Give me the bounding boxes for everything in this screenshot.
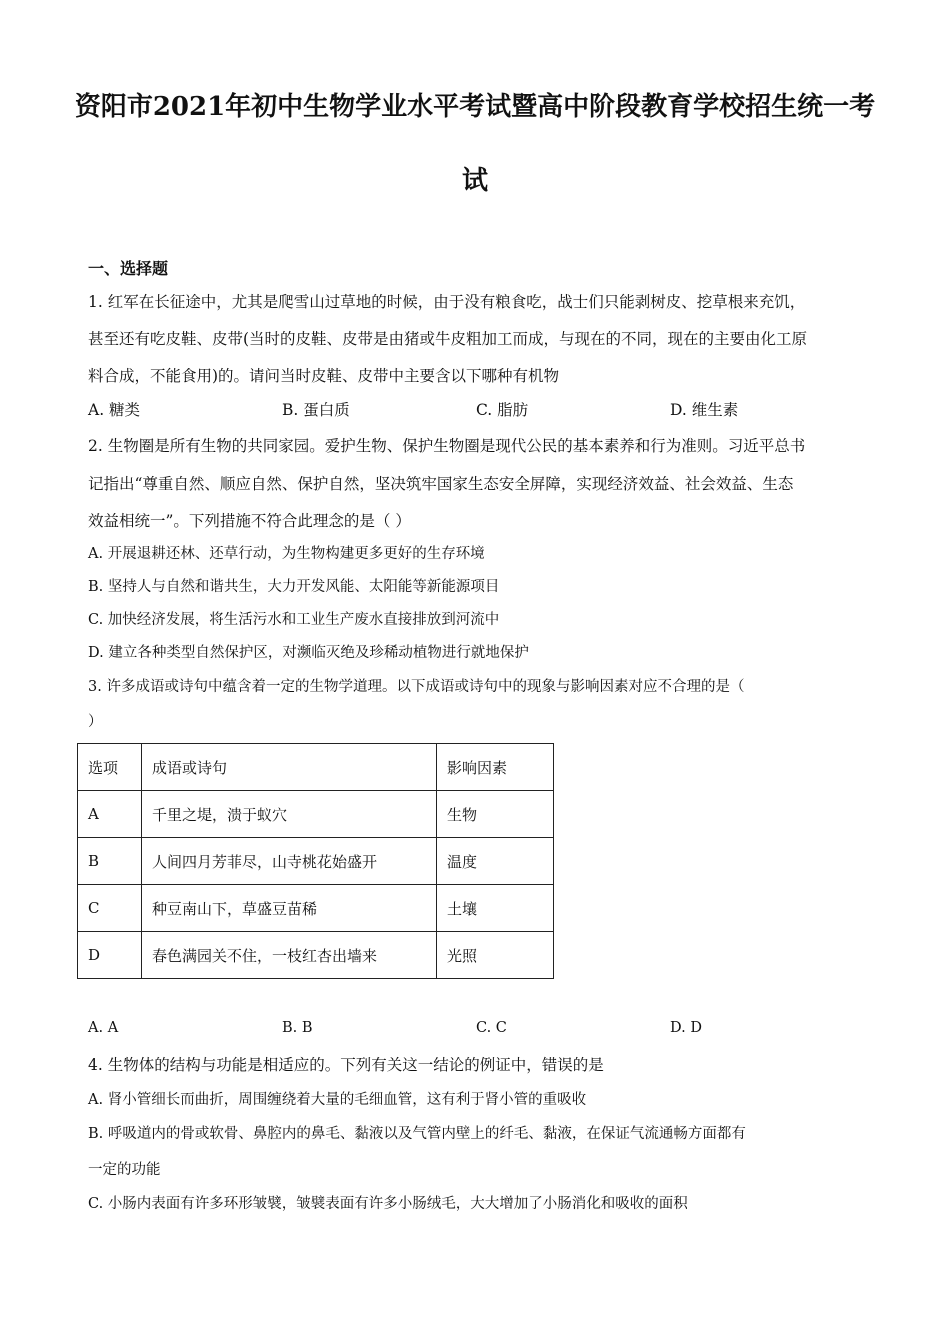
table-header-cell: 选项 [78, 744, 142, 791]
table-cell: 光照 [437, 932, 554, 979]
q2-text-line-3: 效益相统一”。下列措施不符合此理念的是（ ） [88, 512, 411, 530]
q2-text-line-1: 2. 生物圈是所有生物的共同家园。爱护生物、保护生物圈是现代公民的基本素养和行为准则。习近平总书 [88, 437, 806, 455]
q2-option-c: C. 加快经济发展，将生活污水和工业生产废水直接排放到河流中 [88, 612, 500, 628]
q3-option-d: D. D [670, 1020, 702, 1036]
table-header-cell: 影响因素 [437, 744, 554, 791]
q1-option-c: C. 脂肪 [476, 401, 529, 419]
q4-option-c: C. 小肠内表面有许多环形皱襞，皱襞表面有许多小肠绒毛，大大增加了小肠消化和吸收的面积 [88, 1196, 688, 1212]
q1-option-b: B. 蛋白质 [282, 401, 350, 419]
q2-option-b: B. 坚持人与自然和谐共生，大力开发风能、太阳能等新能源项目 [88, 579, 500, 595]
q4-text-line-1: 4. 生物体的结构与功能是相适应的。下列有关这一结论的例证中，错误的是 [88, 1056, 604, 1074]
q1-text-line-1: 1. 红军在长征途中，尤其是爬雪山过草地的时候，由于没有粮食吃，战士们只能剥树皮、挖草根来充饥， [88, 293, 806, 311]
table-row [78, 932, 554, 979]
q3-option-c: C. C [476, 1020, 507, 1036]
exam-title-line1: 资阳市2021年初中生物学业水平考试暨高中阶段教育学校招生统一考 [74, 92, 876, 122]
q3-text-line-1: 3. 许多成语或诗句中蕴含着一定的生物学道理。以下成语或诗句中的现象与影响因素对应不合理的是（ [88, 679, 745, 695]
q1-text-line-2: 甚至还有吃皮鞋、皮带(当时的皮鞋、皮带是由猪或牛皮粗加工而成，与现在的不同，现在的主要由化工原 [88, 330, 808, 348]
q2-text-line-2: 记指出“尊重自然、顺应自然、保护自然，坚决筑牢国家生态安全屏障，实现经济效益、社会效益、生态 [88, 475, 794, 493]
table-cell: C [78, 885, 142, 932]
exam-title-line2: 试 [461, 166, 488, 196]
table-row [78, 885, 554, 932]
table-cell: D [78, 932, 142, 979]
q1-text-line-3: 料合成，不能食用)的。请问当时皮鞋、皮带中主要含以下哪种有机物 [88, 367, 560, 385]
table-cell: 千里之堤，溃于蚁穴 [142, 791, 437, 838]
table-row [78, 838, 554, 885]
table-header-cell: 成语或诗句 [142, 744, 437, 791]
table-cell: A [78, 791, 142, 838]
table-cell: 生物 [437, 791, 554, 838]
table-cell: 温度 [437, 838, 554, 885]
table-cell: B [78, 838, 142, 885]
table-header-row [78, 744, 554, 791]
table-cell: 人间四月芳菲尽，山寺桃花始盛开 [142, 838, 437, 885]
q2-option-d: D. 建立各种类型自然保护区，对濒临灭绝及珍稀动植物进行就地保护 [88, 645, 529, 661]
q4-option-a: A. 肾小管细长而曲折，周围缠绕着大量的毛细血管，这有利于肾小管的重吸收 [88, 1092, 587, 1108]
table-cell: 土壤 [437, 885, 554, 932]
q3-option-a: A. A [88, 1020, 119, 1036]
q3-text-line-2: ） [88, 714, 103, 730]
q1-option-a: A. 糖类 [88, 401, 141, 419]
q4-option-b-continued: 一定的功能 [88, 1162, 161, 1178]
table-row [78, 791, 554, 838]
table-cell: 春色满园关不住，一枝红杏出墙来 [142, 932, 437, 979]
q3-option-b: B. B [282, 1020, 313, 1036]
section-heading-choice: 一、选择题 [88, 259, 169, 278]
table-cell: 种豆南山下，草盛豆苗稀 [142, 885, 437, 932]
q4-option-b: B. 呼吸道内的骨或软骨、鼻腔内的鼻毛、黏液以及气管内壁上的纤毛、黏液，在保证气流通畅方面都有 [88, 1126, 746, 1142]
q1-option-d: D. 维生素 [670, 401, 739, 419]
q3-table [77, 743, 554, 979]
q2-option-a: A. 开展退耕还林、还草行动，为生物构建更多更好的生存环境 [88, 546, 485, 562]
